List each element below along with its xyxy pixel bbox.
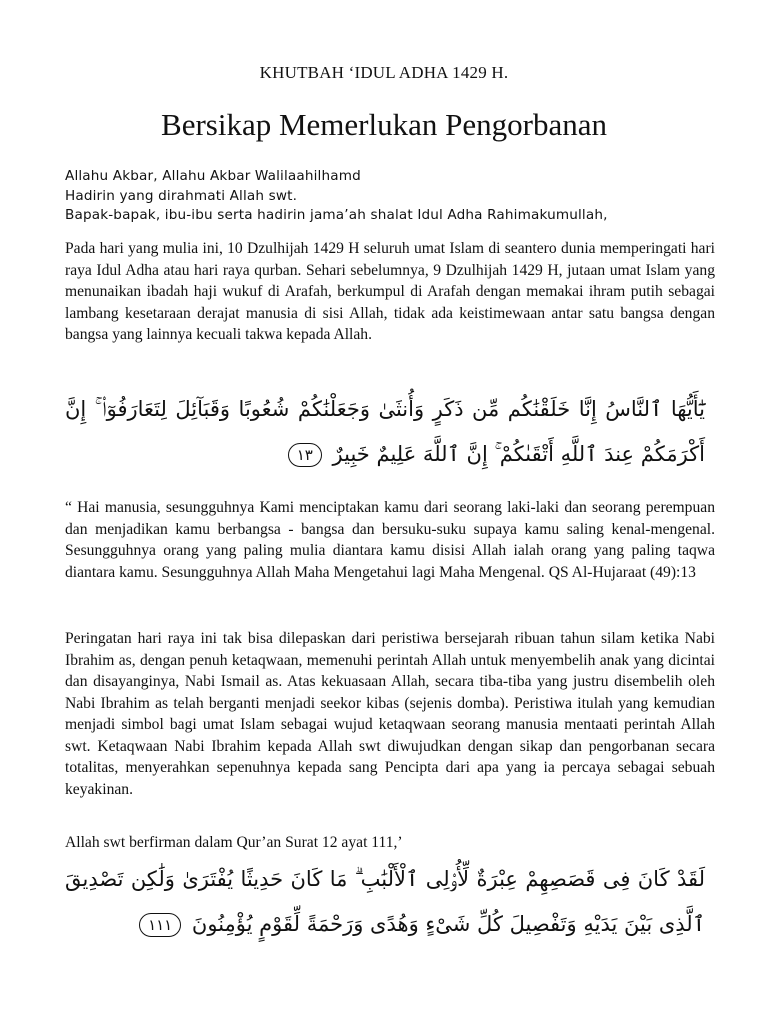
- quran-verse-49-13: [65, 387, 705, 477]
- quran-verse-12-111: [65, 857, 705, 947]
- arabic-verse-text: لَقَدْ كَانَ فِى قَصَصِهِمْ عِبْرَةٌ لِّأُو۟لِى ٱلْأَلْبَٰبِ ۗ مَا كَانَ حَدِيثًا يُفْتَرَىٰ وَلَٰكِن تَصْدِيقَ ٱلَّذِى بَيْنَ يَدَيْهِ وَتَفْصِيلَ كُلِّ شَىْءٍ وَهُدًى وَرَحْمَةً لِّقَوْمٍ يُؤْمِنُونَ: [65, 867, 705, 936]
- greeting-line: Bapak-bapak, ibu-ibu serta hadirin jama’ah shalat Idul Adha Rahimakumullah,: [65, 207, 608, 223]
- paragraph-history: Peringatan hari raya ini tak bisa dilepaskan dari peristiwa bersejarah ribuan tahun silam ketika Nabi Ibrahim as, dengan penuh ketaqwaan, memenuhi perintah Allah untuk menyembelih anak yang dicintai dan disayanginya, Nabi Ismail as. Atas kekuasaan Allah, secara tiba-tiba yang justru disembelih oleh Nabi Ibrahim as telah berganti menjadi seekor kibas (sejenis domba). Peristiwa itulah yang kemudian menjadi simbol bagi umat Islam sebagai wujud ketaqwaan seorang manusia mentaati perintah Allah swt. Ketaqwaan Nabi Ibrahim kepada Allah swt diwujudkan dengan sikap dan pengorbanan secara totalitas, menyerahkan sepenuhnya kepada sang Pencipta dari apa yang ia percaya sebagai sebuah keyakinan.: [65, 630, 715, 798]
- greeting-line: Hadirin yang dirahmati Allah swt.: [65, 187, 298, 204]
- greeting-line: Allahu Akbar, Allahu Akbar Walilaahilhamd: [65, 168, 361, 184]
- arabic-verse-text: يَٰٓأَيُّهَا ٱلنَّاسُ إِنَّا خَلَقْنَٰكُم مِّن ذَكَرٍ وَأُنثَىٰ وَجَعَلْنَٰكُمْ شُعُوبًا وَقَبَآئِلَ لِتَعَارَفُوٓا۟ ۚ إِنَّ أَكْرَمَكُمْ عِندَ ٱللَّهِ أَتْقَىٰكُمْ ۚ إِنَّ ٱللَّهَ عَلِيمٌ خَبِيرٌ: [65, 397, 705, 466]
- sermon-subtitle: KHUTBAH ‘IDUL ADHA 1429 H.: [259, 63, 509, 82]
- paragraph-quote-intro: Allah swt berfirman dalam Qur’an Surat 12 ayat 111,’: [65, 834, 403, 851]
- ayah-number-marker: ١٣: [288, 443, 322, 467]
- page-title: Bersikap Memerlukan Pengorbanan: [161, 107, 607, 142]
- greetings-block: [65, 167, 725, 226]
- paragraph-translation: “ Hai manusia, sesungguhnya Kami menciptakan kamu dari seorang laki-laki dan seorang perempuan dan menjadikan kamu berbangsa - bangsa dan bersuku-suku supaya kamu saling kenal-mengenal. Sesungguhnya orang yang paling mulia diantara kamu disisi Allah ialah orang yang paling taqwa diantara kamu. Sesungguhnya Allah Maha Mengetahui lagi Maha Mengenal. QS Al-Hujaraat (49):13: [65, 499, 715, 581]
- paragraph-intro: Pada hari yang mulia ini, 10 Dzulhijah 1429 H seluruh umat Islam di seantero dunia memperingati hari raya Idul Adha atau hari raya qurban. Sehari sebelumnya, 9 Dzulhijah 1429 H, jutaan umat Islam yang menunaikan ibadah haji wukuf di Arafah, berkumpul di Arafah dengan memakai ihram putih sebagai lambang kesetaraan derajat manusia di sisi Allah, tidak ada keistimewaan antar satu bangsa dengan bangsa yang lainnya kecuali takwa kepada Allah.: [65, 240, 715, 343]
- ayah-number-marker: ١١١: [139, 913, 181, 937]
